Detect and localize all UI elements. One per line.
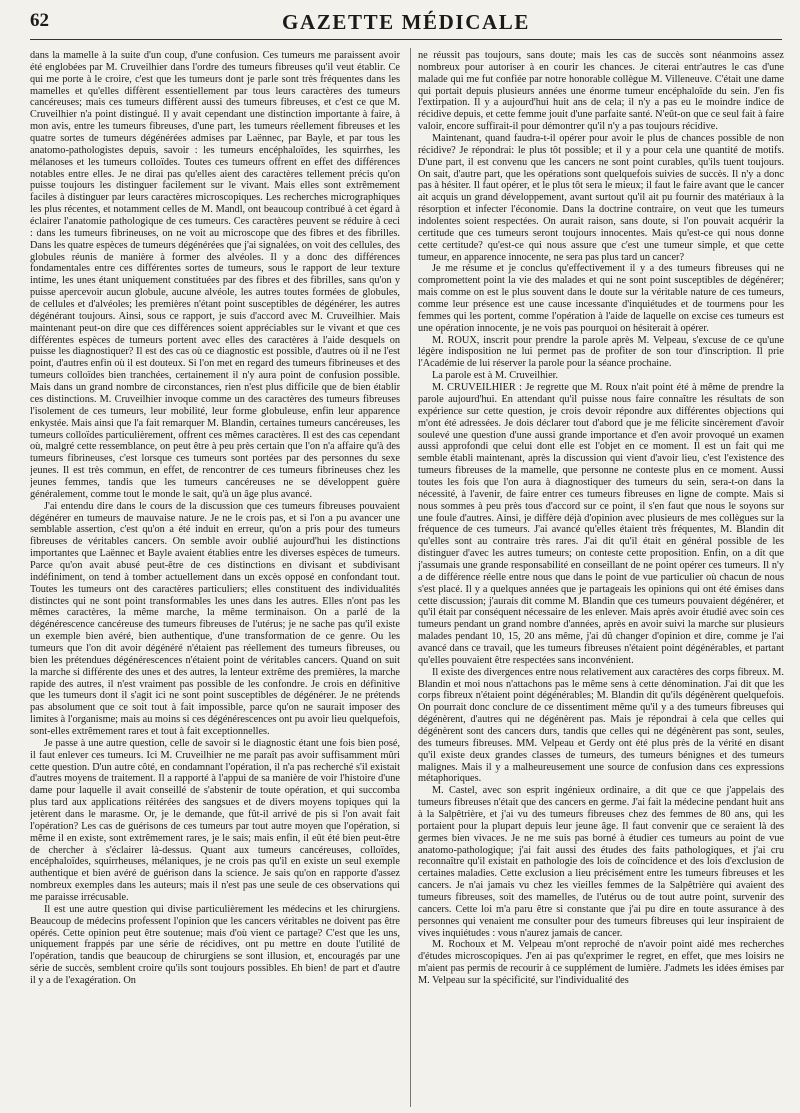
right-paragraph-8: M. Castel, avec son esprit ingénieux ordinaire, a dit que ce que j'appelais des tumeurs fibreuses n'était que des cancers en germe. J'ai fait la médecine pendant huit ans à la Salpêtrière, et j'ai vu des tumeurs fibreuses chez des femmes de 80 ans, qui les portaient pour la plupart depuis leur jeune âge. Il faut convenir que ce seraient là des germes bien vivaces. Je ne me suis pas borné à étudier ces tumeurs au point de vue anatomo-pathologique; j'ai fait aussi des études des faits pathologiques, et j'ai cru reconnaître qu'il existait en pathologie des lois de coïncidence et des lois d'exclusion de certaines maladies. Cette exclusion a lieu précisément entre les tumeurs fibreuses et les cancers. Je n'ai jamais vu chez les vieilles femmes de la Salpêtrière qui avaient des tumeurs fibreuses, soit des mamelles, de l'utérus ou de tout autre point, survenir des cancers. Cette loi m'a paru être si constante que j'ai pu dire en toute assurance à des personnes qui venaient me consulter pour des tumeurs fibreuses qui leur inspiraient de vives inquiétudes : vous n'aurez jamais de cancer. [418, 785, 784, 939]
right-paragraph-9: M. Rochoux et M. Velpeau m'ont reproché de n'avoir point aidé mes recherches d'études microscopiques. J'en ai pas qu'exprimer le regret, en effet, que mes loisirs ne m'aient pas permis de recourir à ce supplément de lumière. J'admets les idées émises par M. Velpeau sur la spécificité, sur l'individualité des [418, 939, 784, 987]
right-paragraph-5: La parole est à M. Cruveilhier. [432, 370, 559, 382]
right-paragraph-4: M. ROUX, inscrit pour prendre la parole après M. Velpeau, s'excuse de ce qu'une légère indisposition ne lui permet pas de profiter de son tour d'inscription. Il prie l'Académie de lui réserver la parole pour la séance prochaine. [418, 334, 784, 370]
left-column [30, 50, 400, 1109]
right-paragraph-1: ne réussit pas toujours, sans doute; mais les cas de succès sont néanmoins assez nombreux pour autoriser à en courir les chances. Je citerai entr'autres le cas d'une malade qui me fut confiée par notre honorable collègue M. Villeneuve. C'était une dame qui portait depuis plusieurs années une énorme tumeur encéphaloïde du sein. J'en fis l'extirpation. Il y a aujourd'hui huit ans de cela; il n'y a pas eu le moindre indice de récidive depuis, et cette femme jouit d'une parfaite santé. N'eût-on que ce seul fait à faire valoir, encore suffirait-il pour démontrer qu'il n'y a pas toujours récidive. [418, 50, 784, 133]
left-paragraph-3: Je passe à une autre question, celle de savoir si le diagnostic étant une fois bien posé, il faut enlever ces tumeurs. Ici M. Cruveilhier ne me paraît pas avoir suffisamment mûri cette question. D'un autre côté, en condamnant l'opération, il n'a pas recherché s'il existait d'autres moyens de traitement. Il a rapporté à l'appui de sa manière de voir l'histoire d'une dame pour laquelle il avait conseillé de s'abstenir de toute opération, et qui succomba plus tard aux applications réitérées des sangsues et de divers moyens topiques qui la jetèrent dans le marasme. Or, je le demande, que fût-il arrivé de pis si l'on avait fait l'opération? Les cas de guérisons de ces tumeurs par tout autre moyen que l'opération, si même il en existe, sont extrêmement rares, je le sais; mais enfin, il eût été bien peut-être de chercher à s'éclairer là-dessus. Quant aux tumeurs cancéreuses, colloïdes, encéphaloïdes, squirrheuses, mélaniques, je ne crois pas qu'il en existe un seul exemple authentique et bien avéré de guérison dans la science. Je sais qu'on en rapporte d'assez nombreux exemples dans les auteurs; mais il n'est pas une seule de ces observations qui me paraisse irrécusable. [30, 737, 400, 904]
left-paragraph-2: J'ai entendu dire dans le cours de la discussion que ces tumeurs fibreuses pouvaient dégénérer en tumeurs de mauvaise nature. Je ne le crois pas, et si l'on a pu avancer une semblable assertion, c'est qu'on a été induit en erreur, qu'on a pris pour des tumeurs fibreuses de véritables cancers. On semble avoir oublié aujourd'hui les distinctions importantes que Laënnec et Bayle avaient établies entre les diverses espèces de tumeurs. Parce qu'on avait abusé peut-être de ces distinctions en divisant et subdivisant indéfiniment, on tend à tomber actuellement dans un excès opposé en confondant tout. Toutes les tumeurs ont des caractères particuliers; elles constituent des individualités distinctes qui ne sont point transformables les unes dans les autres. Elles n'ont pas les mêmes caractères, la même marche, la même terminaison. On a parlé de la dégénérescence cancéreuse des tumeurs fibreuses de l'utérus; je ne sache pas qu'il existe un exemple bien avéré, bien authentique, d'une transformation de ce genre. Ou les tumeurs que l'on dit avoir dégénéré n'étaient pas réellement des tumeurs fibreuses, ou bien les prétendues dégénérescences n'étaient point de véritables cancers. Quand on suit la marche si différente des unes et des autres, la lenteur extrême des premières, la marche rapide des autres, il n'est vraiment pas possible de les confondre. Je crois en définitive que les tumeurs dont il s'agit ici ne sont point susceptibles de dégénérer. Je ne prétends pas absolument que ce soit tout à fait impossible, parce qu'on ne saurait imposer des limites à l'organisme; mais au moins si ces dégénérescences ont pu avoir lieu quelquefois, sont-elles extrêmement rares et tout à fait exceptionnelles. [30, 500, 400, 737]
left-paragraph-4: Il est une autre question qui divise particulièrement les médecins et les chirurgiens. Beaucoup de médecins professent l'opinion que les cancers véritables ne doivent pas être opérés. Cette opinion peut être soutenue; mais d'où vient ce partage? C'est que les uns, uniquement frappés par une série de récidives, ont pu mettre en doute l'utilité de l'opération, tandis que beaucoup de chirurgiens se sont illusion, et, encouragés par une série de succès, semblent croire qu'ils sont toujours possibles. Eh bien! de part et d'autre il y a de l'exagération. On [30, 903, 400, 987]
right-paragraph-6: M. CRUVEILHIER : Je regrette que M. Roux n'ait point été à même de prendre la parole aujourd'hui. En attendant qu'il puisse nous faire connaître les résultats de son expérience sur cette question, je crois devoir répondre aux différentes objections qui m'ont été adressées. Je dois déclarer tout d'abord que je me félicite sincèrement d'avoir soulevé une question d'une aussi grande importance et d'en avoir provoqué un examen aussi approfondi que celui dont elle est l'objet en ce moment. Il est un fait qui me semble établi maintenant, après la discussion qui vient d'avoir lieu, c'est l'existence des tumeurs fibreuses de la mamelle, que personne ne conteste plus en ce moment. Aussi toutes les fois que l'on aura à diagnostiquer des tumeurs du sein, sera-t-on dans la nécessité, à l'avenir, de faire entrer ces tumeurs fibreuses en ligne de compte. Mais si nous sommes à peu près tous d'accord sur ce point, il s'en faut que nous le soyons sur une foule d'autres. Ainsi, je diffère déjà d'opinion avec plusieurs de mes collègues sur la fréquence de ces tumeurs. J'ai avancé qu'elles étaient très fréquentes, M. Blandin dit qu'elles sont au contraire très rares. J'ai dit qu'il était en général possible de les distinguer d'avec les autres tumeurs; on conteste cette proposition. Enfin, on a dit que j'assumais une grande responsabilité en conseillant de ne point opérer ces tumeurs. Il n'y a de différence réelle entre nous que dans le point de vue particulier où chacun de nous s'est placé. Il y a quelques années que je partageais les opinions qui ont été émises dans cette discussion; j'aurais dit comme M. Blandin que ces tumeurs pouvaient dégénérer, et qu'il était par conséquent nécessaire de les enlever. Mais après avoir étudié avec soin ces tumeurs pendant un grand nombre d'années, après en avoir suivi la marche sur plusieurs malades pendant 10, 15, 20 ans même, j'ai dû changer d'opinion et dire, comme je l'ai avancé dans ce travail, que les tumeurs fibreuses n'étaient point dégénérables, et partant qu'elles pouvaient être respectées sans inconvénient. [418, 382, 784, 666]
right-paragraph-2: Maintenant, quand faudra-t-il opérer pour avoir le plus de chances possible de non récidive? Je répondrai: le plus tôt possible; et il y a pour cela une quantité de motifs. D'une part, il est convenu que les cancers ne sont point curables, qu'ils tuent toujours. On sait, d'autre part, que les opérations sont quelquefois suivies de succès. Il n'y a donc pas à hésiter. Il faut opérer, et le plus tôt sera le mieux; il faut le faire avant que le cancer ait acquis un grand développement, avant surtout qu'il ait pu fournir des matériaux à la résorption et infecter l'économie. Dans la doctrine contraire, on veut que les tumeurs indolentes soient respectées. On aurait raison, sans doute, si l'on pouvait acquérir la certitude que ces tumeurs seront toujours innocentes. Mais qu'est-ce qui nous donne cette certitude? qu'est-ce qui nous assure que c'est une tumeur simple, et que cette tumeur, en apparence innocente, ne sera pas plus tard un cancer? [418, 133, 784, 263]
right-paragraph-3: Je me résume et je conclus qu'effectivement il y a des tumeurs fibreuses qui ne compromettent point la vie des malades et qui ne sont point susceptibles de dégénérer; mais comme on est le plus souvent dans le doute sur la véritable nature de ces tumeurs, comme leur présence est une cause incessante d'inquiétudes et de tourmens pour les femmes qui les portent, comme l'opération à l'aide de laquelle on excise ces tumeurs est une opération innocente, je ne vois pas pourquoi on hésiterait à opérer. [418, 263, 784, 334]
page-header [30, 10, 782, 38]
running-title: GAZETTE MÉDICALE [282, 10, 530, 34]
right-column [418, 50, 784, 1109]
column-divider [410, 48, 411, 1107]
page-number: 62 [30, 10, 49, 31]
header-rule [30, 39, 782, 40]
left-paragraph-1: dans la mamelle à la suite d'un coup, d'une confusion. Ces tumeurs me paraissent avoir été englobées par M. Cruveilhier dans l'ordre des tumeurs fibreuses qu'il veut établir. Ce qui me porte à le croire, c'est que les tumeurs dont je parle sont très fréquentes dans les mamelles et qu'elles diffèrent essentiellement par tous leurs caractères des tumeurs cancéreuses; mais ces tumeurs diffèrent aussi des tumeurs fibreuses, et c'est ce que M. Cruveilhier n'a point distingué. Il y avait cependant une distinction importante à faire, à mon avis, entre les tumeurs fibreuses, d'une part, les tumeurs réellement fibreuses et les quatre sortes de tumeurs dégénérées admises par Laënnec, par Bayle, et par tous les anatomo-pathologistes depuis, savoir : les tumeurs encéphaloïdes, les squirrhes, les mélanoses et les tumeurs colloïdes. Toutes ces tumeurs offrent en effet des différences notables entre elles. Je ne dirai pas qu'elles aient des caractères tellement précis qu'on puisse toujours les distinguer facilement sur le vivant. Mais elles sont extrêmement faciles à distinguer par leurs caractères microscopiques. Les recherches micrographiques les plus récentes, et notamment celles de M. Mandl, ont beaucoup contribué à cet égard à éclairer l'anatomie pathologique de ces tumeurs. Ces caractères peuvent se réduire à ceci : dans les tumeurs fibrineuses, on ne voit au microscope que des fibres et des fibrilles. Dans les quatre espèces de tumeurs dégénérées que j'ai signalées, on voit des cellules, des globules réunis de manière à former des alvéoles. Il y a donc des différences fondamentales entre ces différentes sortes de tumeurs, sous le rapport de leur texture intime, les unes étant uniquement constituées par des fibres et des fibrilles, sans qu'on y puisse apercevoir aucun globule, aucune alvéole, les autres toutes formées de globules, de cellules et d'alvéoles; les premières n'étant point susceptibles de dégénérer, les autres dégénérant toujours. Ainsi, sous ce rapport, je suis d'accord avec M. Cruveilhier. Mais maintenant peut-on dire que ces différences soient appréciables sur le vivant et que ces différentes espèces de tumeurs portent avec elles des caractères à l'aide desquels on puisse les diagnostiquer? Il est des cas où ce diagnostic est possible, d'autres où il ne l'est point, d'autres enfin où il est douteux. Si l'on met en regard des tumeurs fibrineuses et des tumeurs colloïdes bien tranchées, certainement il n'y aura point de confusion possible. Mais dans un grand nombre de circonstances, rien n'est plus difficile que de bien établir ces distinctions. M. Cruveilhier invoque comme un des caractères des tumeurs fibreuses l'isolement de ces tumeurs, leur mobilité, leur forme globuleuse, enfin leur apparence enkystée. Mais ainsi que l'a fait remarquer M. Blandin, certaines tumeurs cancéreuses, les tumeurs colloïdes particulièrement, offrent ces mêmes caractères. Il est des cas cependant où, malgré cette ressemblance, on peut être à peu près certain que l'on n'a affaire qu'à des tumeurs fibrineuses, c'est lorsque ces tumeurs sont portées par des personnes du sexe jeunes. Il est très commun, en effet, de rencontrer de ces tumeurs fibrineuses chez les jeunes femmes, tandis que les tumeurs cancéreuses ne se développent guère généralement, comme tout le monde le sait, qu'à un âge plus avancé. [30, 50, 400, 500]
right-paragraph-7: Il existe des divergences entre nous relativement aux caractères des corps fibreux. M. Blandin et moi nous n'attachons pas le même sens à cette dénomination. J'ai dit que les corps fibreux n'étaient point dégénérables; M. Blandin dit qu'ils dégénèrent quelquefois. On pourrait donc conclure de ce dissentiment même qu'il y a des tumeurs fibreuses qui dégénèrent, d'autres qui ne dégénèrent pas. Mais je répondrai à cela que celles qui dégénèrent sont des cancers durs, tandis que celles qui ne dégénèrent pas sont, seules, des tumeurs fibreuses. MM. Velpeau et Gerdy ont été plus près de la vérité en disant qu'il existe deux grandes classes de tumeurs, des tumeurs bénignes et des tumeurs malignes. Mais il y a malheureusement une source de confusion dans ces expressions métaphoriques. [418, 666, 784, 785]
